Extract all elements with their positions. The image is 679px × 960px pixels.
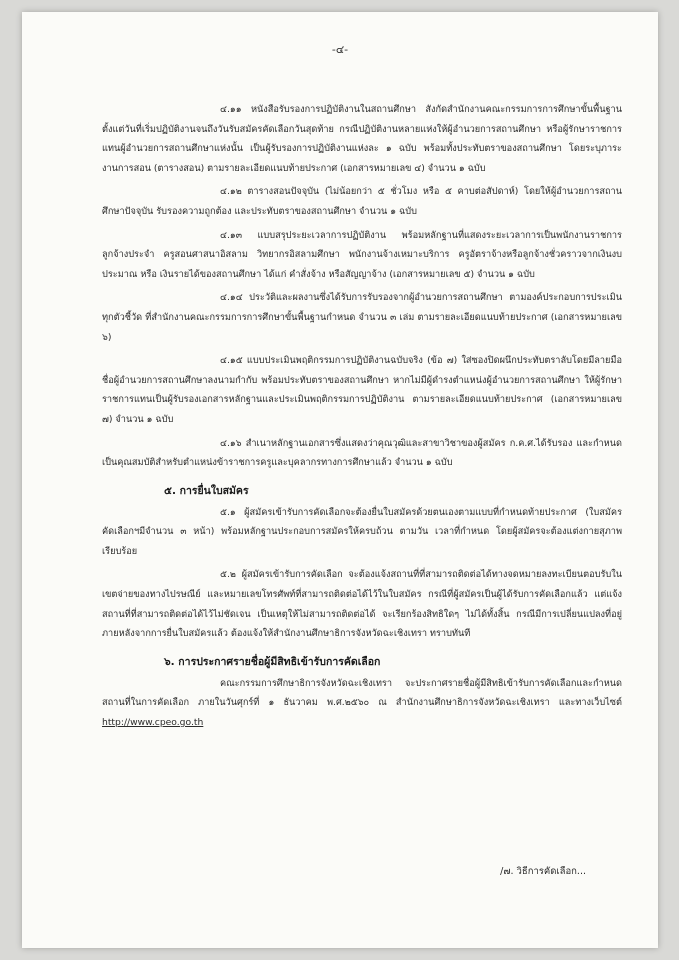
item-4-12: ๔.๑๒ ตารางสอนปัจจุบัน (ไม่น้อยกว่า ๕ ชั่วโมง หรือ ๕ คาบต่อสัปดาห์) โดยให้ผู้อำนวยการสถานศึกษาปัจจุบัน รับรองความถูกต้อง และประทับตราของสถานศึกษา จำนวน ๑ ฉบับ [102, 186, 622, 217]
page-number: -๔- [331, 43, 349, 56]
item-4-14: ๔.๑๔ ประวัติและผลงานซึ่งได้รับการรับรองจากผู้อำนวยการสถานศึกษา ตามองค์ประกอบการประเมินทุกตัวชี้วัด ที่สำนักงานคณะกรรมการการศึกษาขั้นพื้นฐานกำหนด จำนวน ๓ เล่ม ตามรายละเอียดแนบท้ายประกาศ (เอกสารหมายเลข ๖) [102, 292, 622, 343]
continuation-footer: /๗. วิธีการคัดเลือก... [500, 866, 586, 877]
section-6-1 [102, 674, 622, 733]
section-6-heading: ๖. การประกาศรายชื่อผู้มีสิทธิเข้ารับการคัดเลือก [164, 655, 381, 668]
item-4-16: ๔.๑๖ สำเนาหลักฐานเอกสารซึ่งแสดงว่าคุณวุฒิและสาขาวิชาของผู้สมัคร ก.ค.ศ.ได้รับรอง และกำหนดเป็นคุณสมบัติสำหรับตำแหน่งข้าราชการครูและบุคลากรทางการศึกษาแล้ว จำนวน ๑ ฉบับ [102, 437, 622, 469]
section-5-2: ๕.๒ ผู้สมัครเข้ารับการคัดเลือก จะต้องแจ้งสถานที่ที่สามารถติดต่อได้ทางจดหมายลงทะเบียนตอบรับในเขตจ่ายของทางไปรษณีย์ และหมายเลขโทรศัพท์ที่สามารถติดต่อได้ไว้ในใบสมัคร กรณีที่ผู้สมัครเป็นผู้ได้รับการคัดเลือกแล้ว แต่แจ้งสถานที่ที่สามารถติดต่อได้ไว้ไม่ชัดเจน เป็นเหตุให้ไม่สามารถติดต่อได้ จะเรียกร้องสิทธิใดๆ ไม่ได้ทั้งสิ้น กรณีมีการเปลี่ยนแปลงที่อยู่ภายหลังจากการยื่นใบสมัครแล้ว ต้องแจ้งให้สำนักงานศึกษาธิการจังหวัดฉะเชิงเทรา ทราบทันที [102, 569, 622, 640]
item-4-15: ๔.๑๕ แบบประเมินพฤติกรรมการปฏิบัติงานฉบับจริง (ข้อ ๗) ใส่ซองปิดผนึกประทับตราลับโดยมีลายมือชื่อผู้อำนวยการสถานศึกษาลงนามกำกับ พร้อมประทับตราของสถานศึกษา หากไม่มีผู้ดำรงตำแหน่งผู้อำนวยการสถานศึกษา ให้ผู้รักษาราชการแทนเป็นผู้รับรองเอกสารหลักฐานและประเมินพฤติกรรมการปฏิบัติงาน ตามรายละเอียดแนบท้ายประกาศ (เอกสารหมายเลข ๗) จำนวน ๑ ฉบับ [102, 355, 622, 425]
document-page [22, 12, 658, 948]
item-4-11: ๔.๑๑ หนังสือรับรองการปฏิบัติงานในสถานศึกษา สังกัดสำนักงานคณะกรรมการการศึกษาขั้นพื้นฐาน ตั้งแต่วันที่เริ่มปฏิบัติงานจนถึงวันรับสมัครคัดเลือกวันสุดท้าย กรณีปฏิบัติงานหลายแห่งให้ผู้อำนวยการสถานศึกษา หรือผู้รักษาราชการแทนผู้อำนวยการสถานศึกษาแห่งนั้น เป็นผู้รับรองการปฏิบัติงานแห่งละ ๑ ฉบับ พร้อมทั้งประทับตราของสถานศึกษา โดยระบุภาระงานการสอน (ตารางสอน) ตามรายละเอียดแนบท้ายประกาศ (เอกสารหมายเลข ๔) จำนวน ๑ ฉบับ [102, 104, 622, 174]
document-body [102, 100, 622, 737]
item-4-13: ๔.๑๓ แบบสรุประยะเวลาการปฏิบัติงาน พร้อมหลักฐานที่แสดงระยะเวลาการเป็นพนักงานราชการ ลูกจ้างประจำ ครูสอนศาสนาอิสลาม วิทยากรอิสลามศึกษา พนักงานจ้างเหมาะบริการ ครูอัตราจ้างหรือลูกจ้างชั่วคราวจากเงินงบประมาณ หรือ เงินรายได้ของสถานศึกษา ได้แก่ คำสั่งจ้าง หรือสัญญาจ้าง (เอกสารหมายเลข ๕) จำนวน ๑ ฉบับ [102, 229, 622, 280]
website-link[interactable]: http://www.cpeo.go.th [102, 717, 204, 729]
section-5-heading: ๕. การยื่นใบสมัคร [164, 484, 249, 497]
section-6-text: คณะกรรมการศึกษาธิการจังหวัดฉะเชิงเทรา จะประกาศรายชื่อผู้มีสิทธิเข้ารับการคัดเลือกและกำหนดสถานที่ในการคัดเลือก ภายในวันศุกร์ที่ ๑ ธันวาคม พ.ศ.๒๕๖๐ ณ สำนักงานศึกษาธิการจังหวัดฉะเชิงเทรา และทางเว็บไซต์ [102, 677, 622, 709]
section-5-1: ๕.๑ ผู้สมัครเข้ารับการคัดเลือกจะต้องยื่นใบสมัครด้วยตนเองตามแบบที่กำหนดท้ายประกาศ (ใบสมัครคัดเลือกฯมีจำนวน ๓ หน้า) พร้อมหลักฐานประกอบการสมัครให้ครบถ้วน ตามวัน เวลาที่กำหนด โดยผู้สมัครจะต้องแต่งกายสุภาพ เรียบร้อย [102, 506, 622, 557]
